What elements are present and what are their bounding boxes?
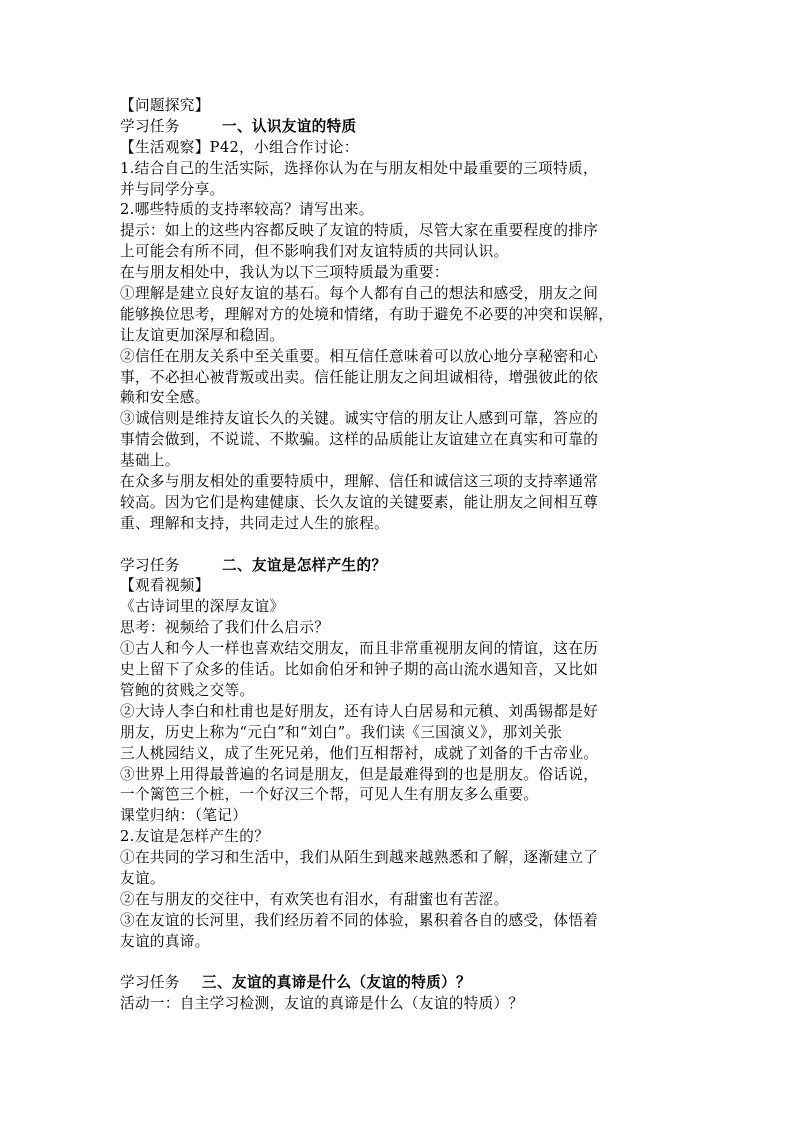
task2-line: 《古诗词里的深厚友谊》 xyxy=(120,598,285,616)
task2-line: ①古人和今人一样也喜欢结交朋友，而且非常重视朋友间的情谊，这在历 xyxy=(120,640,599,658)
task2-line: 朋友，历史上称为“元白”和“刘白”。我们读《三国演义》，那刘关张 xyxy=(120,723,563,741)
task1-line: ②信任在朋友关系中至关重要。相互信任意味着可以放心地分享秘密和心 xyxy=(120,347,599,365)
task1-line: ①理解是建立良好友谊的基石。每个人都有自己的想法和感受，朋友之间 xyxy=(120,285,599,303)
task2-line: 三人桃园结义，成了生死兄弟，他们互相帮衬，成就了刘备的千古帝业。 xyxy=(120,744,599,762)
task1-line: 2.哪些特质的支持率较高？请写出来。 xyxy=(120,201,374,219)
task3-label: 学习任务 xyxy=(120,974,180,992)
task2-line: ①在共同的学习和生活中，我们从陌生到越来越熟悉和了解，逐渐建立了 xyxy=(120,849,599,867)
task2-label: 学习任务 xyxy=(120,556,180,574)
task1-body xyxy=(120,138,690,535)
task1-line: 在众多与朋友相处的重要特质中，理解、信任和诚信这三项的支持率通常 xyxy=(120,473,599,491)
task2-line: ③世界上用得最普遍的名词是朋友，但是最难得到的也是朋友。俗话说， xyxy=(120,765,599,783)
task1-line: 基础上。 xyxy=(120,452,180,470)
task2-heading xyxy=(120,556,690,577)
task3-title: 三、友谊的真谛是什么（友谊的特质）？ xyxy=(202,974,471,992)
task2-line: 一个篱笆三个桩，一个好汉三个帮，可见人生有朋友多么重要。 xyxy=(120,786,539,804)
task1-line: 提示：如上的这些内容都反映了友谊的特质，尽管大家在重要程度的排序 xyxy=(120,222,599,240)
task2-line: 思考：视频给了我们什么启示？ xyxy=(120,619,330,637)
task3-line: 活动一：自主学习检测，友谊的真谛是什么（友谊的特质）？ xyxy=(120,995,524,1013)
task1-line: 并与同学分享。 xyxy=(120,180,225,198)
task1-line: 较高。因为它们是构建健康、长久友谊的关键要素，能让朋友之间相互尊 xyxy=(120,493,599,511)
task1-line: 事，不必担心被背叛或出卖。信任能让朋友之间坦诚相待，增强彼此的依 xyxy=(120,368,599,386)
task1-line: ③诚信则是维持友谊长久的关键。诚实守信的朋友让人感到可靠，答应的 xyxy=(120,410,599,428)
section-heading: 【问题探究】 xyxy=(120,97,210,114)
spacer xyxy=(120,953,690,974)
task2-title: 二、友谊是怎样产生的？ xyxy=(222,556,387,574)
task1-title: 一、认识友谊的特质 xyxy=(222,117,357,135)
task2-line: 友谊的真谛。 xyxy=(120,932,210,950)
task1-line: 在与朋友相处中，我认为以下三项特质最为重要： xyxy=(120,264,449,282)
task2-body xyxy=(120,576,690,952)
spacer xyxy=(120,535,690,556)
task1-line: 【生活观察】P42，小组合作讨论： xyxy=(120,138,359,156)
task3-heading xyxy=(120,973,690,994)
task1-heading xyxy=(120,117,690,138)
task1-line: 能够换位思考，理解对方的处境和情绪，有助于避免不必要的冲突和误解， xyxy=(120,305,614,323)
task2-line: 管鲍的贫贱之交等。 xyxy=(120,681,255,699)
task1-line: 上可能会有所不同，但不影响我们对友谊特质的共同认识。 xyxy=(120,243,509,261)
task1-line: 赖和安全感。 xyxy=(120,389,210,407)
task2-line: ②在与朋友的交往中，有欢笑也有泪水，有甜蜜也有苦涩。 xyxy=(120,890,509,908)
task1-label: 学习任务 xyxy=(120,117,180,135)
document-page xyxy=(120,96,690,1015)
task3-body xyxy=(120,994,690,1015)
task2-line: 友谊。 xyxy=(120,869,165,887)
task2-line: 课堂归纳：（笔记） xyxy=(120,807,248,825)
task1-line: 事情会做到，不说谎、不欺骗。这样的品质能让友谊建立在真实和可靠的 xyxy=(120,431,599,449)
task1-line: 1.结合自己的生活实际，选择你认为在与朋友相处中最重要的三项特质， xyxy=(120,159,598,177)
task2-line: ②大诗人李白和杜甫也是好朋友，还有诗人白居易和元稹、刘禹锡都是好 xyxy=(120,702,599,720)
task2-line: 【观看视频】 xyxy=(120,577,210,595)
task1-line: 让友谊更加深厚和稳固。 xyxy=(120,326,285,344)
task2-line: 2.友谊是怎样产生的？ xyxy=(120,828,270,846)
task2-line: 史上留下了众多的佳话。比如俞伯牙和钟子期的高山流水遇知音，又比如 xyxy=(120,661,599,679)
task2-line: ③在友谊的长河里，我们经历着不同的体验，累积着各自的感受，体悟着 xyxy=(120,911,599,929)
task1-line: 重、理解和支持，共同走过人生的旅程。 xyxy=(120,514,389,532)
